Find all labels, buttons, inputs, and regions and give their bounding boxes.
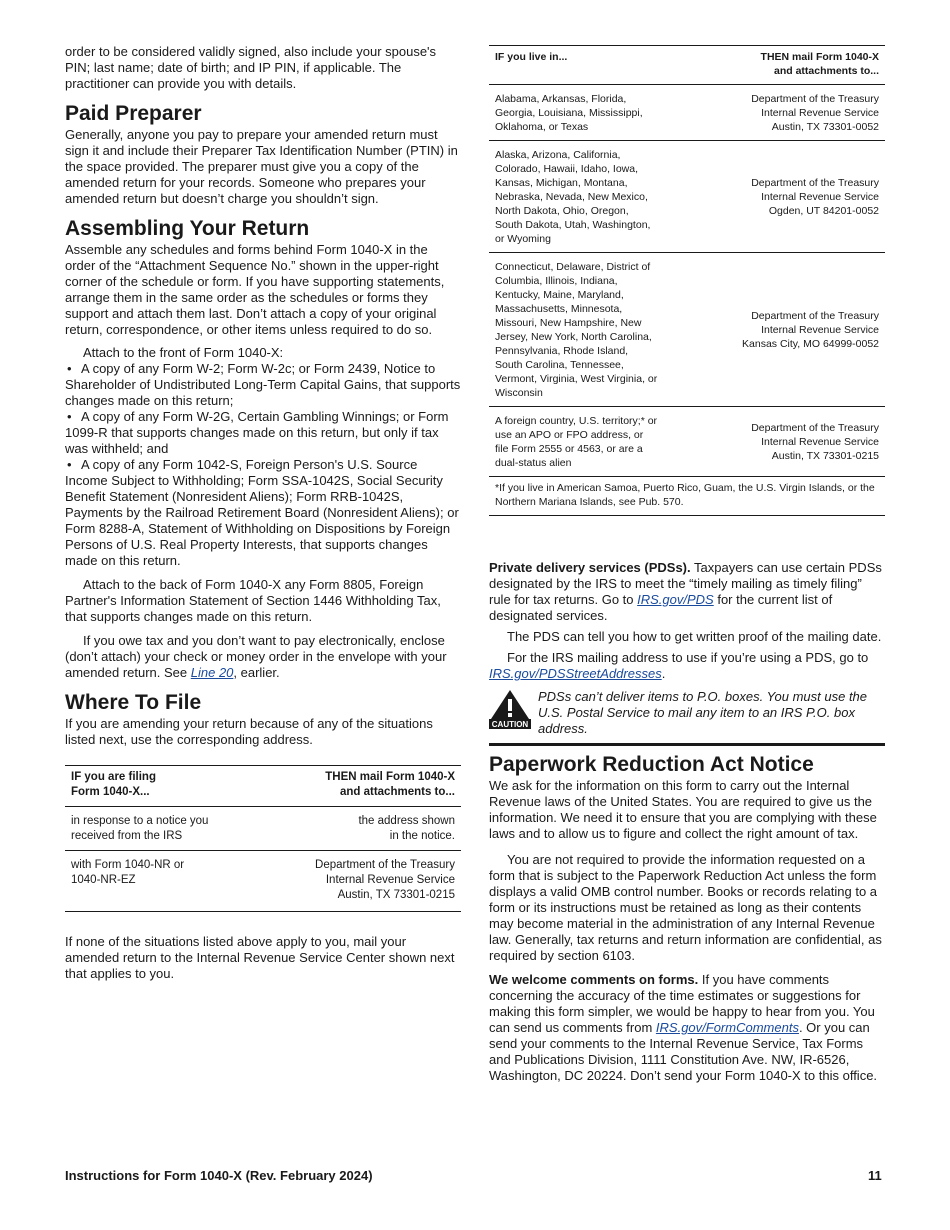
attach-front-text: Attach to the front of Form 1040-X: [83, 345, 284, 360]
table-cell: Alabama, Arkansas, Florida, Georgia, Louisiana, Mississippi, Oklahoma, or Texas [489, 85, 702, 141]
table-cell: Department of the Treasury Internal Revenue Service Austin, TX 73301-0215 [702, 407, 885, 477]
attach-back-text: Attach to the back of Form 1040-X any Form 8805, Foreign Partner's Information Statement of Section 1446 Withholding Tax, that supports changes made on this return. [65, 577, 441, 624]
filing-situation-table [65, 765, 461, 912]
table-header-cell: IF you are filing Form 1040-X... [65, 766, 261, 807]
paid-preparer-text: Generally, anyone you pay to prepare your amended return must sign it and include their Preparer Tax Identification Number (PTIN) in the space provided. The preparer must give you a copy of the amended return for your records. Someone who prepares your amended return but doesn’t charge you shouldn’t sign. [65, 127, 458, 206]
none-apply-text: If none of the situations listed above apply to you, mail your amended return to the Internal Revenue Service Center shown next that applies to you. [65, 934, 455, 981]
table-cell: Department of the Treasury Internal Revenue Service Austin, TX 73301-0215 [261, 851, 461, 912]
table-row [65, 851, 461, 912]
table-header-row [489, 46, 885, 85]
table-row [489, 141, 885, 253]
table-cell: with Form 1040-NR or 1040-NR-EZ [65, 851, 261, 912]
pds-proof-text: The PDS can tell you how to get written proof of the mailing date. [507, 629, 882, 644]
paperwork-heading: Paperwork Reduction Act Notice [489, 753, 814, 776]
footer-title: Instructions for Form 1040-X (Rev. February 2024) [65, 1168, 373, 1183]
table-footnote: *If you live in American Samoa, Puerto Rico, Guam, the U.S. Virgin Islands, or the Northern Mariana Islands, see Pub. 570. [489, 477, 885, 516]
section-divider [489, 743, 885, 746]
state-address-table [489, 45, 885, 477]
where-to-file-heading: Where To File [65, 691, 202, 714]
table-cell: the address shown in the notice. [261, 807, 461, 851]
caution-text: PDSs can’t deliver items to P.O. boxes. You must use the U.S. Postal Service to mail any item to an IRS P.O. box address. [538, 689, 868, 736]
caution-icon [489, 689, 531, 729]
pds-paragraph: Private delivery services (PDSs). Taxpayers can use certain PDSs designated by the IRS to meet the “timely mailing as timely filing” rule for tax returns. Go to IRS.gov/PDS for the current list of designated services. [489, 560, 882, 623]
attach-bullet-3: • A copy of any Form 1042-S, Foreign Person's U.S. Source Income Subject to Withholding; Form SSA-1042S, Social Security Benefit Statement (Nonresident Aliens); Form RRB-1042S, Payments by the Railroad Retirement Board (Nonresident Aliens); or Form 8288-A, Statement of Withholding on Dispositions by Foreign Persons of U.S. Real Property Interests, that supports changes made on this return. [65, 457, 461, 569]
table-row [489, 85, 885, 141]
assembling-text: Assemble any schedules and forms behind Form 1040-X in the order of the “Attachment Sequence No.” shown in the upper-right corner of the schedule or form. If you have supporting statements, arrange them in the same order as the schedules or forms they support and attach them last. Don’t attach a copy of your original return, correspondence, or other items unless required to do so. [65, 242, 445, 337]
paperwork-paragraph-2: You are not required to provide the information requested on a form that is subject to the Paperwork Reduction Act unless the form displays a valid OMB control number. Books or records relating to a form or its instructions must be retained as long as their contents may become material in the administration of any Internal Revenue law. Generally, tax returns and return information are confidential, as required by section 6103. [489, 852, 882, 963]
paperwork-paragraph-1: We ask for the information on this form to carry out the Internal Revenue laws of the United States. You are required to give us the information. We need it to ensure that you are complying with these laws and to allow us to figure and collect the right amount of tax. [489, 778, 877, 841]
irs-pds-link[interactable]: IRS.gov/PDS [637, 592, 714, 607]
caution-icon-label: CAUTION [491, 720, 529, 729]
attach-bullet-2: • A copy of any Form W-2G, Certain Gambling Winnings; or Form 1099-R that supports changes made on this return, but only if tax was withheld; and [65, 409, 461, 457]
table-cell: Department of the Treasury Internal Revenue Service Austin, TX 73301-0052 [702, 85, 885, 141]
table-header-row [65, 766, 461, 807]
paid-preparer-heading: Paid Preparer [65, 102, 202, 125]
pds-street-addresses-link[interactable]: IRS.gov/PDSStreetAddresses [489, 666, 662, 681]
table-cell: Department of the Treasury Internal Revenue Service Kansas City, MO 64999-0052 [702, 253, 885, 407]
intro-paragraph: order to be considered validly signed, also include your spouse's PIN; last name; date of birth; and IP PIN, if applicable. The practitioner can provide you with details. [65, 44, 437, 91]
table-header-cell: THEN mail Form 1040-X and attachments to... [261, 766, 461, 807]
pds-address-text: For the IRS mailing address to use if you’re using a PDS, go to IRS.gov/PDSStreetAddresses. [489, 650, 869, 681]
caution-box [489, 689, 885, 737]
assembling-heading: Assembling Your Return [65, 217, 310, 240]
left-column [65, 0, 461, 982]
table-row [489, 253, 885, 407]
table-cell: Alaska, Arizona, California, Colorado, Hawaii, Idaho, Iowa, Kansas, Michigan, Montana, Nebraska, Nevada, New Mexico, North Dakota, Ohio, Oregon, South Dakota, Utah, Washington, or Wyoming [489, 141, 702, 253]
table-cell: A foreign country, U.S. territory;* or use an APO or FPO address, or file Form 2555 or 4563, or are a dual-status alien [489, 407, 702, 477]
line-20-link[interactable]: Line 20 [190, 665, 234, 680]
table-cell: in response to a notice you received from the IRS [65, 807, 261, 851]
right-column [489, 0, 885, 1084]
table-header-cell: IF you live in... [489, 46, 702, 85]
where-to-file-text: If you are amending your return because of any of the situations listed next, use the corresponding address. [65, 716, 433, 747]
table-row [65, 807, 461, 851]
form-comments-link[interactable]: IRS.gov/FormComments [655, 1020, 799, 1035]
table-cell: Connecticut, Delaware, District of Columbia, Illinois, Indiana, Kentucky, Maine, Maryland, Massachusetts, Minnesota, Missouri, New Hampshire, New Jersey, New York, North Carolina, Pennsylvania, Rhode Island, South Carolina, Tennessee, Vermont, Virginia, West Virginia, or Wisconsin [489, 253, 702, 407]
attach-bullet-1: • A copy of any Form W-2; Form W-2c; or Form 2439, Notice to Shareholder of Undistributed Long-Term Capital Gains, that supports changes made on this return; [65, 361, 461, 409]
comments-paragraph: We welcome comments on forms. If you have comments concerning the accuracy of the time estimates or suggestions for making this form simpler, we would be happy to hear from you. You can send us comments from IRS.gov/FormComments. Or you can send your comments to the Internal Revenue Service, Tax Forms and Publications Division, 1111 Constitution Ave. NW, IR-6526, Washington, DC 20224. Don’t send your Form 1040-X to this office. [489, 972, 878, 1083]
table-cell: Department of the Treasury Internal Revenue Service Ogden, UT 84201-0052 [702, 141, 885, 253]
table-header-cell: THEN mail Form 1040-X and attachments to... [702, 46, 885, 85]
page-number: 11 [868, 1168, 882, 1183]
owe-tax-text: If you owe tax and you don’t want to pay electronically, enclose (don’t attach) your check or money order in the envelope with your amended return. See Line 20, earlier. [65, 633, 447, 680]
table-row [489, 407, 885, 477]
